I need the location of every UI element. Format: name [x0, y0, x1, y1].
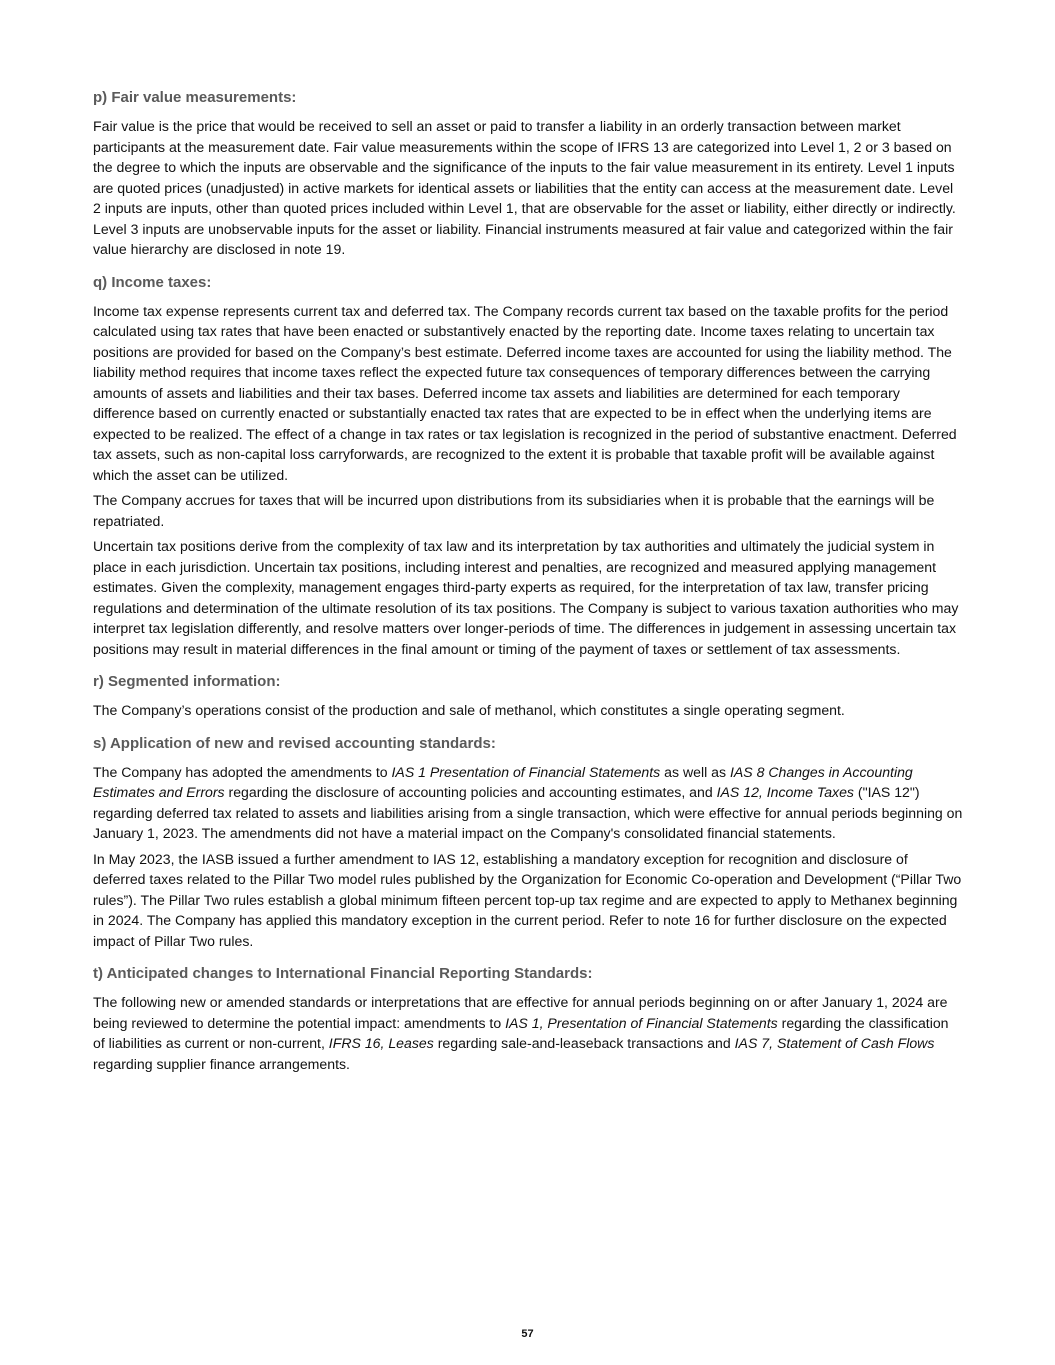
section-heading: q) Income taxes:	[93, 273, 212, 291]
standard-title: IFRS 16, Leases	[328, 1035, 434, 1051]
standard-title: IAS 12, Income Taxes	[716, 784, 854, 800]
paragraph: The Company’s operations consist of the production and sale of methanol, which constitutes a single operating segment.	[93, 702, 845, 718]
text-run: regarding supplier finance arrangements.	[93, 1055, 350, 1072]
standard-title: IAS 8 Changes in Accounting Estimates and Errors	[93, 763, 913, 800]
text-run: The Company has adopted the amendments to	[93, 763, 392, 780]
text-run: The following new or amended standards or interpretations that are effective for annual periods beginning on or after January 1, 2024 are being reviewed to determine the potential impact: amendments to	[93, 994, 948, 1031]
page-number: 57	[521, 1328, 534, 1340]
standard-title: IAS 1, Presentation of Financial Statements	[505, 1014, 778, 1031]
paragraph: Fair value is the price that would be received to sell an asset or paid to transfer a liability in an orderly transaction between market participants at the measurement date. Fair value measurements within the scope of IFRS 13 are categorized into Level 1, 2 or 3 based on the degree to which the inputs are observable and the significance of the inputs to the fair value measurement in its entirety. Level 1 inputs are quoted prices (unadjusted) in active markets for identical assets or liabilities that the entity can access at the measurement date. Level 2 inputs are inputs, other than quoted prices included within Level 1, that are observable for the asset or liability, either directly or indirectly. Level 3 inputs are unobservable inputs for the asset or liability. Financial instruments measured at fair value and categorized within the fair value hierarchy are disclosed in note 19.	[93, 118, 956, 257]
text-run: regarding the disclosure of accounting policies and accounting estimates, and	[224, 784, 717, 800]
section-heading: r) Segmented information:	[93, 673, 281, 690]
section-new-accounting-standards	[93, 734, 963, 952]
document-body	[93, 88, 963, 1087]
paragraph	[93, 992, 963, 1074]
paragraph: Income tax expense represents current tax and deferred tax. The Company records current tax based on the taxable profits for the period calculated using tax rates that have been enacted or substantively enacted by the reporting date. Income taxes relating to uncertain tax positions are provided for based on the Company’s best estimate. Deferred income taxes are accounted for using the liability method. The liability method requires that income taxes reflect the expected future tax consequences of temporary differences between the carrying amounts of assets and liabilities and their tax bases. Deferred income tax assets and liabilities are determined for each temporary difference based on currently enacted or substantially enacted tax rates that are expected to be in effect when the underlying items are expected to be realized. The effect of a change in tax rates or tax legislation is recognized in the period of substantive enactment. Deferred tax assets, such as non-capital loss carryforwards, are recognized to the extent it is probable that taxable profit will be available against which the asset can be utilized.	[93, 302, 957, 483]
section-fair-value	[93, 88, 963, 260]
section-heading: t) Anticipated changes to International Financial Reporting Standards:	[93, 965, 593, 982]
paragraph: Uncertain tax positions derive from the complexity of tax law and its interpretation by tax authorities and ultimately the judicial system in place in each jurisdiction. Uncertain tax positions, including interest and penalties, are recognized and measured applying management estimates. Given the complexity, management engages third-party experts as required, for the interpretation of tax law, transfer pricing regulations and determination of the ultimate resolution of its tax positions. The Company is subject to various taxation authorities who may interpret tax legislation differently, and resolve matters over longer-periods of time. The differences in judgement in assessing uncertain tax positions may result in material differences in the final amount or timing of the payment of taxes or settlement of tax assessments.	[93, 538, 959, 657]
paragraph: In May 2023, the IASB issued a further amendment to IAS 12, establishing a mandatory exception for recognition and disclosure of deferred taxes related to the Pillar Two model rules published by the Organization for Economic Co-operation and Development (“Pillar Two rules”). The Pillar Two rules establish a global minimum fifteen percent top-up tax regime and are expected to apply to Methanex beginning in 2024. The Company has applied this mandatory exception in the current period. Refer to note 16 for further disclosure on the expected impact of Pillar Two rules.	[93, 850, 962, 949]
section-heading: s) Application of new and revised accounting standards:	[93, 734, 496, 752]
section-heading: p) Fair value measurements:	[93, 89, 297, 106]
section-segmented-information	[93, 672, 963, 721]
section-anticipated-changes	[93, 964, 963, 1074]
standard-title: IAS 1 Presentation of Financial Statements	[391, 763, 661, 780]
text-run: regarding sale-and-leaseback transactions and	[433, 1035, 735, 1051]
text-run: as well as	[660, 763, 730, 780]
standard-title: IAS 7, Statement of Cash Flows	[734, 1035, 935, 1051]
paragraph: The Company accrues for taxes that will be incurred upon distributions from its subsidiaries when it is probable that the earnings will be repatriated.	[93, 492, 935, 529]
section-income-taxes	[93, 273, 963, 660]
paragraph	[93, 762, 963, 844]
text-run: regarding the classification of liabilities as current or non-current,	[93, 1014, 949, 1051]
text-run: ("IAS 12") regarding deferred tax related to assets and liabilities arising from a single transaction, which were effective for annual periods beginning on January 1, 2023. The amendments did not have a material impact on the Company's consolidated financial statements.	[93, 784, 963, 841]
